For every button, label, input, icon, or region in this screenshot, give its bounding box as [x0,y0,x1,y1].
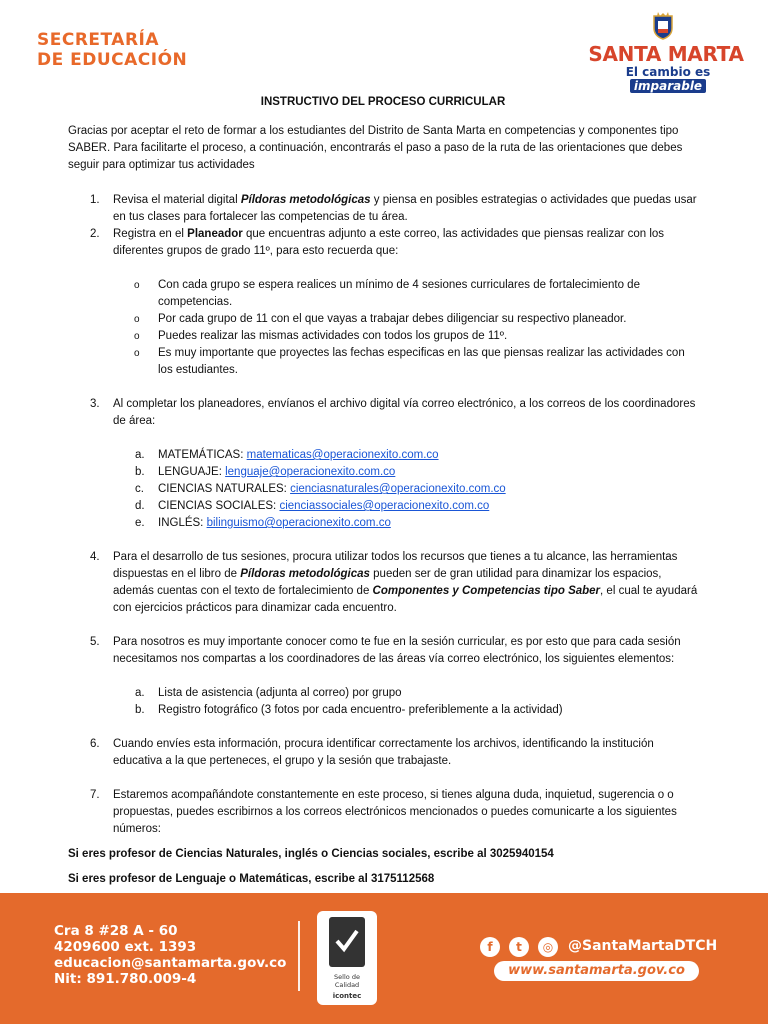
list-item [68,328,698,345]
list-item [68,345,698,379]
instagram-icon[interactable]: ◎ [538,937,558,957]
list-item [68,685,698,702]
email-item-lenguaje [68,464,698,481]
footer-address: Cra 8 #28 A - 60 [54,923,178,939]
bullet-marker: o [134,331,140,342]
email-item-ciencias-naturales [68,481,698,498]
list-item [68,277,698,311]
list-letter: d. [135,500,145,512]
list-letter: b. [135,466,145,478]
step-text: Para nosotros es muy importante conocer como te fue en la sesión curricular, es por esto que para cada sesión necesitamos nos compartas a los coordinadores de las áreas vía correo electrónico, los siguientes elementos: [113,636,681,665]
list-item-text: Por cada grupo de 11 con el que vayas a trabajar debes diligenciar su respectivo planeador. [158,313,627,325]
step-text: y piensa en posibles estrategias o actividades que puedas usar en tus clases para fortalecer las competencias de tu área. [113,194,697,223]
list-item-text: Es muy importante que proyectes las fechas especificas en las que piensas realizar las actividades con los estudiantes. [158,347,685,376]
intro-paragraph: Gracias por aceptar el reto de formar a los estudiantes del Distrito de Santa Marta en competencias y componentes tipo SABER. Para facilitarte el proceso, a continuación, encontrarás el paso a paso de la ruta de las orientaciones que debes seguir para optimizar tus actividades [68,125,683,171]
step-emphasis: Píldoras metodológicas [240,194,371,206]
page-footer [0,893,768,1024]
step-number: 5. [90,636,100,648]
area-label: CIENCIAS NATURALES: [158,483,291,495]
seal-label-line-1: Sello de [334,973,360,981]
email-item-ciencias-sociales [68,498,698,515]
step-text: Registra en el [113,228,188,240]
list-letter: a. [135,687,145,699]
area-label: LENGUAJE: [158,466,226,478]
list-letter: b. [135,704,145,716]
contact-line-2: Si eres profesor de Lenguaje o Matemáticas, escribe al 3175112568 [68,873,435,885]
icontec-seal-icon [317,911,377,973]
step-text: Revisa el material digital [113,194,241,206]
step-6 [68,736,698,770]
secretaria-educacion-logo [37,30,187,70]
social-handle[interactable]: @SantaMartaDTCH [568,938,718,954]
area-label: MATEMÁTICAS: [158,449,247,461]
logo-line-1: SECRETARÍA [37,30,160,50]
step-2 [68,226,698,260]
contact-line-1: Si eres profesor de Ciencias Naturales, inglés o Ciencias sociales, escribe al 3025940154 [68,848,554,860]
step-number: 4. [90,551,100,563]
footer-email: educacion@santamarta.gov.co [54,955,287,971]
email-link-ciencias-sociales[interactable]: cienciassociales@operacionexito.com.co [279,500,490,512]
step-emphasis: Planeador [187,228,243,240]
step-text: Cuando envíes esta información, procura identificar correctamente los archivos, identificando la institución educativa a la que perteneces, el grupo y la sesión que trabajaste. [113,738,654,767]
list-item-text: Lista de asistencia (adjunta al correo) por grupo [158,687,402,699]
step-7 [68,787,698,838]
facebook-icon[interactable]: f [480,937,500,957]
coat-of-arms-icon [651,12,675,40]
tagline-prefix: El cambio es [625,65,711,79]
email-link-ciencias-naturales[interactable]: cienciasnaturales@operacionexito.com.co [290,483,506,495]
document-title: INSTRUCTIVO DEL PROCESO CURRICULAR [260,96,506,108]
list-letter: e. [135,517,145,529]
list-item-text: Puedes realizar las mismas actividades con todos los grupos de 11º. [158,330,508,342]
email-link-ingles[interactable]: bilinguismo@operacionexito.com.co [206,517,391,529]
seal-brand: icontec [332,992,362,1000]
step-5 [68,634,698,668]
email-link-lenguaje[interactable]: lenguaje@operacionexito.com.co [225,466,396,478]
list-item-text: Registro fotográfico (3 fotos por cada encuentro- preferiblemente a la actividad) [158,704,563,716]
step-number: 2. [90,228,100,240]
step-emphasis: Componentes y Competencias tipo Saber [372,585,601,597]
seal-label-line-2: Calidad [334,981,360,989]
step-text: pueden ser de gran utilidad para dinamizar los espacios, además cuentas con el texto de fortalecimiento de [113,568,662,597]
step-4 [68,549,698,617]
area-label: INGLÉS: [158,517,207,529]
footer-nit: Nit: 891.780.009-4 [54,971,197,987]
website-link[interactable]: www.santamarta.gov.co [494,961,699,981]
list-item [68,702,698,719]
footer-phone: 4209600 ext. 1393 [54,939,197,955]
tagline-highlight: imparable [630,79,706,93]
list-letter: c. [135,483,144,495]
list-item-text: Con cada grupo se espera realices un mínimo de 4 sesiones curriculares de fortalecimiento de competencias. [158,279,640,308]
santa-marta-logo [586,12,746,93]
step-3 [68,396,698,430]
seal-label [317,973,377,989]
step-text: , el cual te ayudará con ejercicios prácticos para dinamizar cada encuentro. [113,585,698,614]
santa-marta-wordmark: SANTA MARTA [588,42,744,66]
bullet-marker: o [134,314,140,325]
step-text: Para el desarrollo de tus sesiones, procura utilizar todos los recursos que tienes a tu alcance, las herramientas dispuestas en el libro de [113,551,678,580]
step-number: 1. [90,194,100,206]
email-link-matematicas[interactable]: matematicas@operacionexito.com.co [246,449,439,461]
step-emphasis: Píldoras metodológicas [240,568,370,580]
footer-divider [298,921,300,991]
area-label: CIENCIAS SOCIALES: [158,500,280,512]
page-header [0,0,768,93]
step-number: 6. [90,738,100,750]
step-text: que encuentras adjunto a este correo, las actividades que piensas realizar con los diferentes grupos de grado 11º, para esto recuerda que: [113,228,665,257]
step-number: 7. [90,789,100,801]
list-item [68,311,698,328]
list-letter: a. [135,449,145,461]
step-1 [68,192,698,226]
bullet-marker: o [134,280,140,291]
step-number: 3. [90,398,100,410]
bullet-marker: o [134,348,140,359]
logo-line-2: DE EDUCACIÓN [37,50,188,70]
footer-contact-info [54,923,286,987]
step-text: Estaremos acompañándote constantemente en este proceso, si tienes alguna duda, inquietud, sugerencia o o propuestas, puedes escribirnos a los correos electrónicos mencionados o puedes comunicarte a los siguientes números: [113,789,677,835]
email-item-ingles [68,515,698,532]
twitter-icon[interactable]: t [509,937,529,957]
step-text: Al completar los planeadores, envíanos el archivo digital vía correo electrónico, a los correos de los coordinadores de área: [113,398,696,427]
quality-seal [317,911,377,1005]
email-item-matematicas [68,447,698,464]
document-body [68,88,698,888]
